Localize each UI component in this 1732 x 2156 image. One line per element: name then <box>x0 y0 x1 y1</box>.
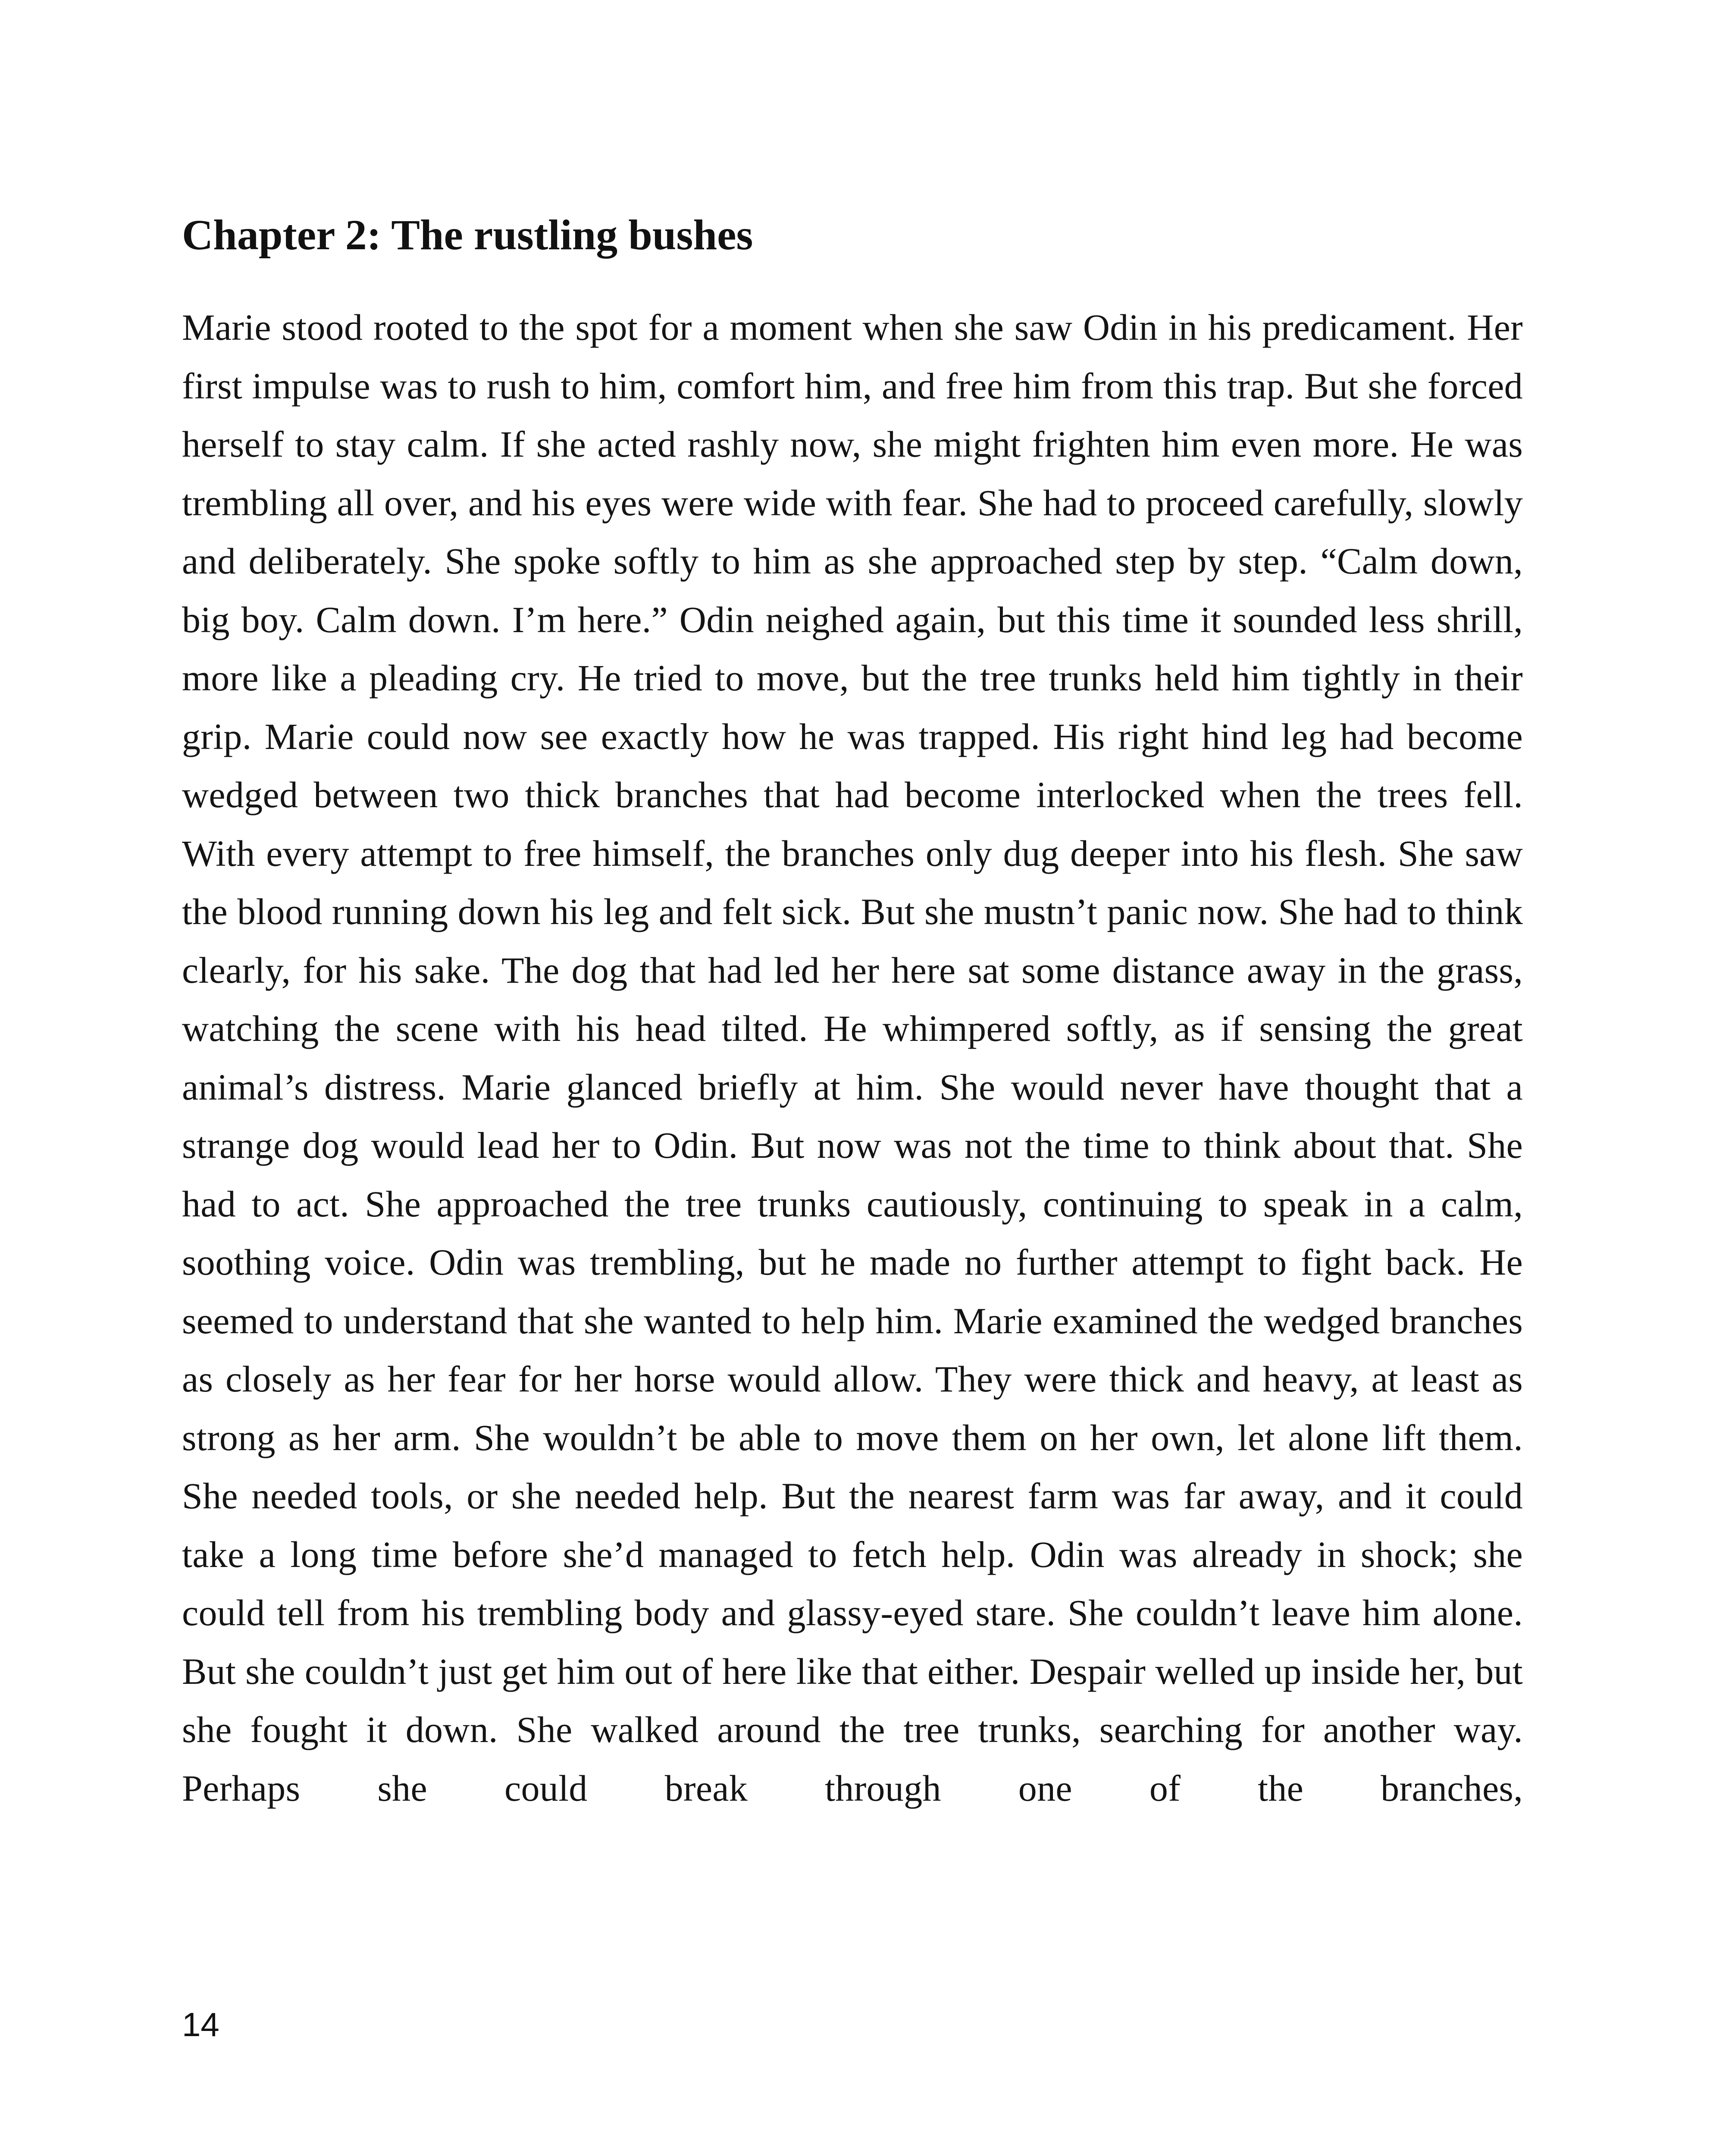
body-paragraph: Marie stood rooted to the spot for a moment when she saw Odin in his predicament. Her first impulse was to rush to him, comfort him, and free him from this trap. But she forced herself to stay calm. If she acted rashly now, she might frighten him even more. He was trembling all over, and his eyes were wide with fear. She had to proceed carefully, slowly and deliberately. She spoke softly to him as she approached step by step. “Calm down, big boy. Calm down. I’m here.” Odin neighed again, but this time it sounded less shrill, more like a pleading cry. He tried to move, but the tree trunks held him tightly in their grip. Marie could now see exactly how he was trapped. His right hind leg had become wedged between two thick branches that had become interlocked when the trees fell. With every attempt to free himself, the branches only dug deeper into his flesh. She saw the blood running down his leg and felt sick. But she mustn’t panic now. She had to think clearly, for his sake. The dog that had led her here sat some distance away in the grass, watching the scene with his head tilted. He whimpered softly, as if sensing the great animal’s distress. Marie glanced briefly at him. She would never have thought that a strange dog would lead her to Odin. But now was not the time to think about that. She had to act. She approached the tree trunks cautiously, continuing to speak in a calm, soothing voice. Odin was trembling, but he made no further attempt to fight back. He seemed to understand that she wanted to help him. Marie examined the wedged branches as closely as her fear for her horse would allow. They were thick and heavy, at least as strong as her arm. She wouldn’t be able to move them on her own, let alone lift them. She needed tools, or she needed help. But the nearest farm was far away, and it could take a long time before she’d managed to fetch help. Odin was already in shock; she could tell from his trembling body and glassy-eyed stare. She couldn’t leave him alone. But she couldn’t just get him out of here like that either. Despair welled up inside her, but she fought it down. She walked around the tree trunks, searching for another way. Perhaps she could break through one of the branches, <box>182 307 1523 1809</box>
page-number: 14 <box>182 2006 219 2043</box>
chapter-title: Chapter 2: The rustling bushes <box>182 211 753 259</box>
